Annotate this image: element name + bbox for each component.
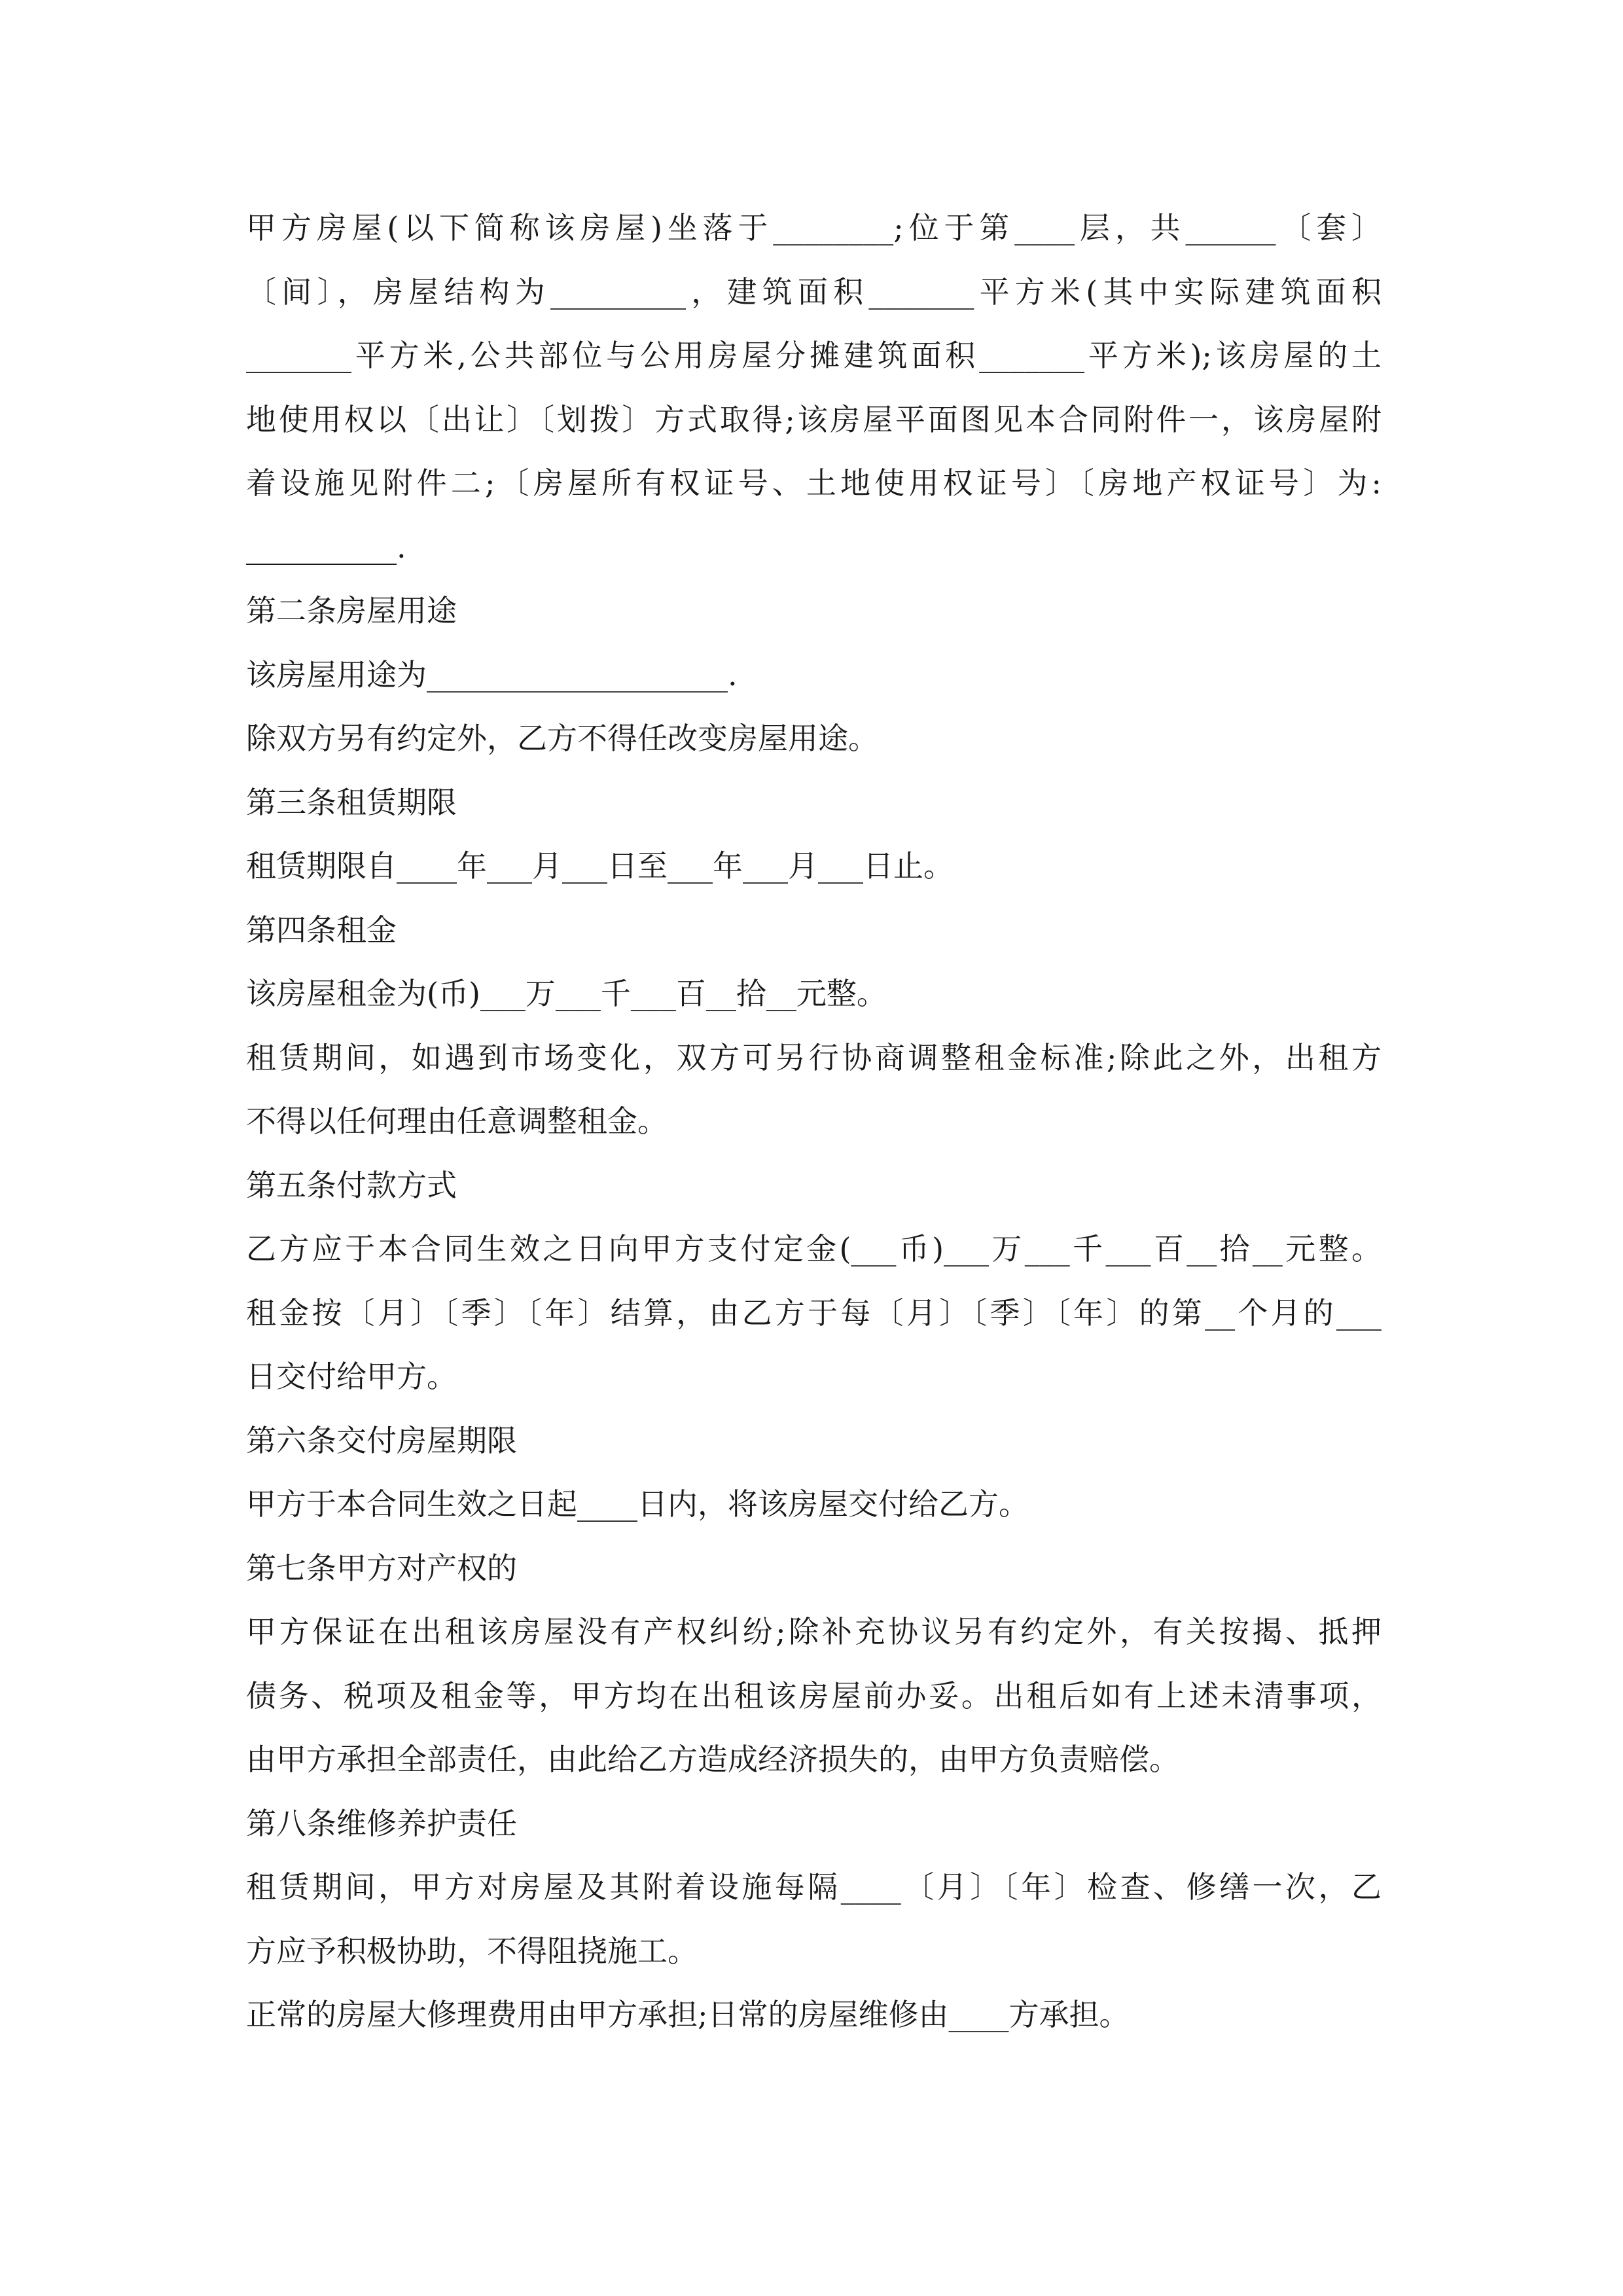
section-heading: 第七条甲方对产权的 bbox=[246, 1550, 517, 1586]
text-line: 除双方另有约定外，乙方不得任改变房屋用途。 bbox=[246, 721, 878, 756]
text-line: 〔间〕，房屋结构为_________，建筑面积_______平方米(其中实际建筑面积 bbox=[246, 274, 1382, 310]
section-heading: 第五条付款方式 bbox=[246, 1167, 457, 1203]
text-line: 甲方于本合同生效之日起____日内，将该房屋交付给乙方。 bbox=[246, 1486, 1029, 1522]
text-line: 债务、税项及租金等，甲方均在出租该房屋前办妥。出租后如有上述未清事项， bbox=[246, 1677, 1382, 1713]
text-line: 租赁期间，甲方对房屋及其附着设施每隔____〔月〕〔年〕检查、修缮一次，乙 bbox=[246, 1869, 1382, 1905]
section-heading: 第四条租金 bbox=[246, 912, 397, 948]
text-line: 该房屋租金为(币)___万___千___百__拾__元整。 bbox=[246, 976, 887, 1011]
text-line: 着设施见附件二;〔房屋所有权证号、土地使用权证号〕〔房地产权证号〕为: bbox=[246, 465, 1382, 501]
text-line: 日交付给甲方。 bbox=[246, 1359, 457, 1394]
section-heading: 第八条维修养护责任 bbox=[246, 1805, 517, 1841]
text-line: 正常的房屋大修理费用由甲方承担;日常的房屋维修由____方承担。 bbox=[246, 1997, 1130, 2032]
text-line: 租赁期限自____年___月___日至___年___月___日止。 bbox=[246, 848, 954, 884]
text-line: 该房屋用途为____________________. bbox=[246, 656, 738, 692]
text-line: 乙方应于本合同生效之日向甲方支付定金(___币)___万___千___百__拾__元整。 bbox=[246, 1231, 1382, 1266]
text-line: 方应予积极协助，不得阻挠施工。 bbox=[246, 1933, 698, 1969]
text-line: 甲方保证在出租该房屋没有产权纠纷;除补充协议另有约定外，有关按揭、抵押 bbox=[246, 1614, 1382, 1649]
text-line: 租赁期间，如遇到市场变化，双方可另行协商调整租金标准;除此之外，出租方 bbox=[246, 1039, 1382, 1075]
section-heading: 第六条交付房屋期限 bbox=[246, 1422, 517, 1458]
contract-body bbox=[246, 196, 1382, 2047]
text-line: 地使用权以〔出让〕〔划拨〕方式取得;该房屋平面图见本合同附件一，该房屋附 bbox=[246, 401, 1382, 437]
text-line: __________. bbox=[246, 529, 406, 565]
text-line: 由甲方承担全部责任，由此给乙方造成经济损失的，由甲方负责赔偿。 bbox=[246, 1742, 1179, 1777]
text-line: 租金按〔月〕〔季〕〔年〕结算，由乙方于每〔月〕〔季〕〔年〕的第__个月的___ bbox=[246, 1295, 1382, 1331]
section-heading: 第三条租赁期限 bbox=[246, 784, 457, 820]
text-line: _______平方米,公共部位与公用房屋分摊建筑面积_______平方米);该房屋的土 bbox=[246, 338, 1382, 373]
section-heading: 第二条房屋用途 bbox=[246, 593, 457, 628]
text-line: 甲方房屋(以下简称该房屋)坐落于________;位于第____层，共______〔套〕 bbox=[246, 210, 1382, 245]
text-line: 不得以任何理由任意调整租金。 bbox=[246, 1103, 668, 1139]
